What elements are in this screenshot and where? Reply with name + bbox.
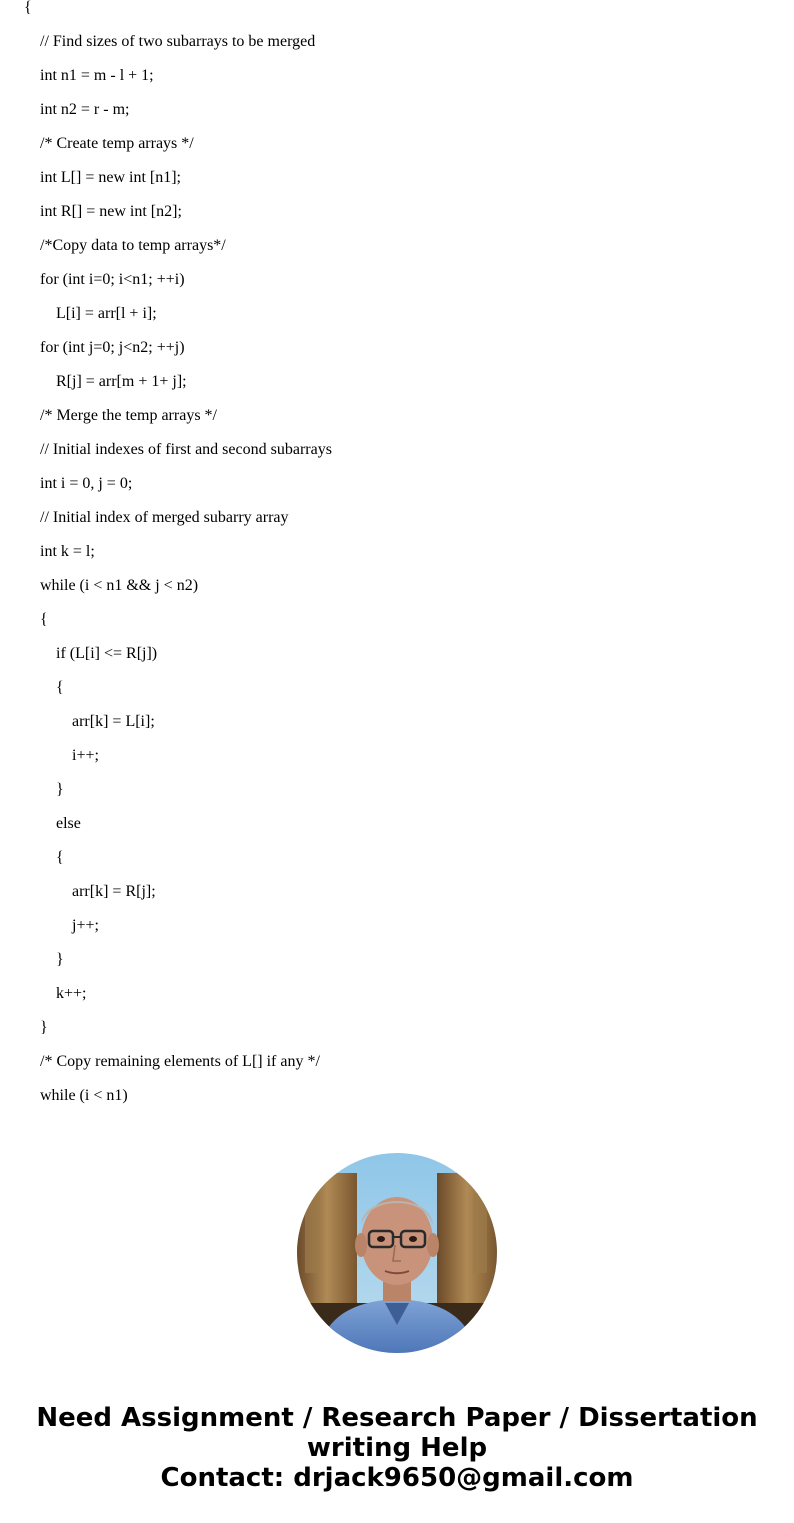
code-line: arr[k] = R[j]; <box>72 883 156 900</box>
code-line: } <box>40 1019 48 1036</box>
code-line: for (int j=0; j<n2; ++j) <box>40 339 185 356</box>
code-line: int i = 0, j = 0; <box>40 475 133 492</box>
code-line: i++; <box>72 747 99 764</box>
code-line: R[j] = arr[m + 1+ j]; <box>56 373 187 390</box>
code-line: // Find sizes of two subarrays to be merged <box>40 33 316 50</box>
promo-contact: Contact: drjack9650@gmail.com <box>160 1463 634 1493</box>
code-line: j++; <box>72 917 99 934</box>
code-line: if (L[i] <= R[j]) <box>56 645 158 662</box>
code-line: L[i] = arr[l + i]; <box>56 305 157 322</box>
code-line: else <box>56 815 81 832</box>
code-line: } <box>56 951 64 968</box>
code-line: /* Copy remaining elements of L[] if any */ <box>40 1053 320 1070</box>
code-line: } <box>56 781 64 798</box>
code-line: // Initial index of merged subarry array <box>40 509 289 526</box>
code-line: /* Merge the temp arrays */ <box>40 407 217 424</box>
code-line: { <box>40 611 48 628</box>
code-line: { <box>56 679 64 696</box>
promo-banner <box>0 1403 794 1493</box>
code-line: for (int i=0; i<n1; ++i) <box>40 271 185 288</box>
code-line: int n2 = r - m; <box>40 101 130 118</box>
code-line: { <box>24 0 32 16</box>
code-line: /*Copy data to temp arrays*/ <box>40 237 226 254</box>
code-line: k++; <box>56 985 87 1002</box>
code-line: int k = l; <box>40 543 95 560</box>
code-line: int L[] = new int [n1]; <box>40 169 181 186</box>
code-line: while (i < n1) <box>40 1087 128 1104</box>
author-avatar <box>297 1153 497 1353</box>
code-line: /* Create temp arrays */ <box>40 135 194 152</box>
code-line: int R[] = new int [n2]; <box>40 203 182 220</box>
promo-line-1: Need Assignment / Research Paper / Dissertation <box>36 1403 758 1433</box>
promo-line-2: writing Help <box>306 1433 488 1463</box>
code-line: { <box>56 849 64 866</box>
author-portrait-image <box>297 1153 497 1353</box>
code-line: int n1 = m - l + 1; <box>40 67 154 84</box>
code-line: while (i < n1 && j < n2) <box>40 577 199 594</box>
code-line: // Initial indexes of first and second subarrays <box>40 441 332 458</box>
code-line: arr[k] = L[i]; <box>72 713 155 730</box>
